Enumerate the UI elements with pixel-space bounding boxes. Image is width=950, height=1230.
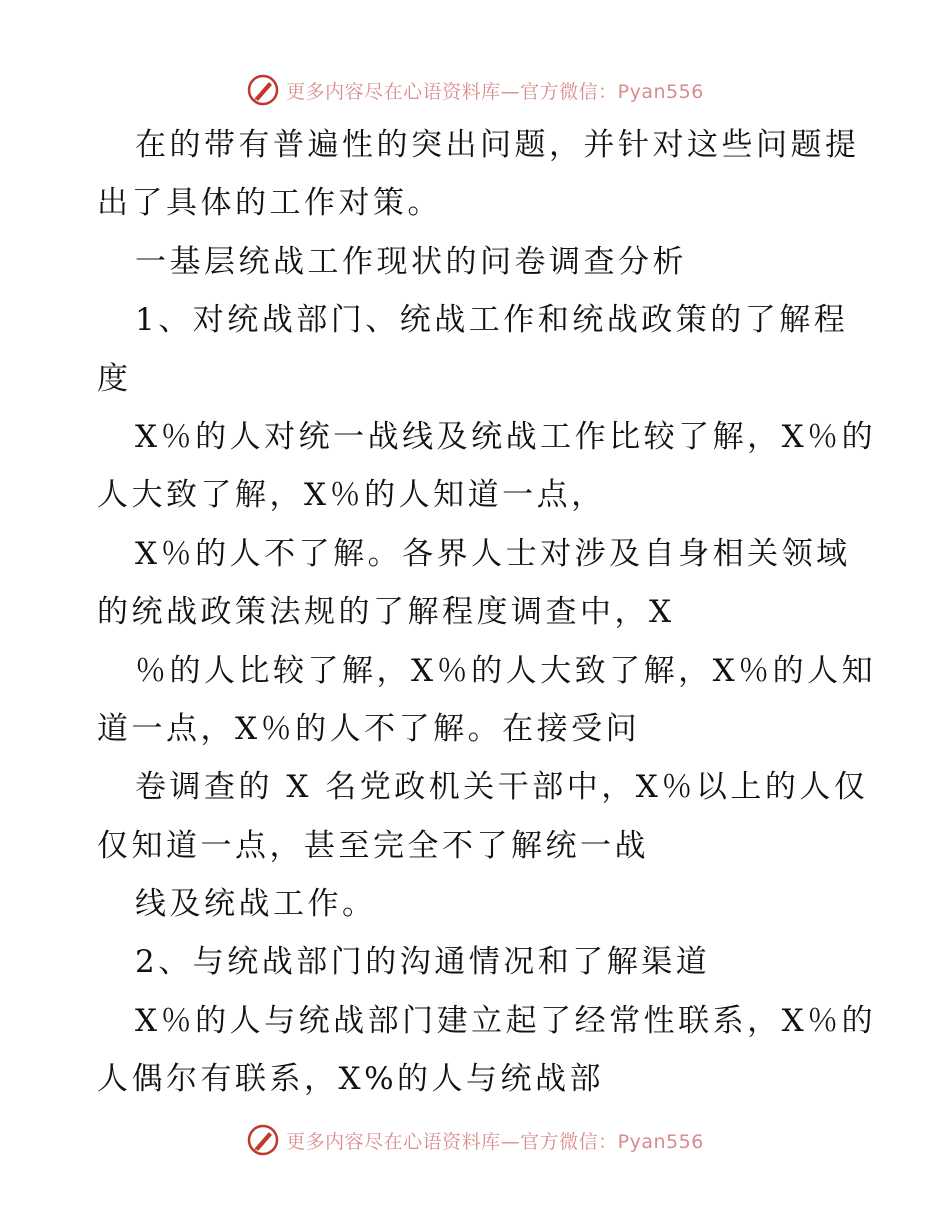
text-line: ％的人比较了解，X％的人大致了解，X％的人知 (135, 652, 877, 689)
subsection-heading: 2、与统战部门的沟通情况和了解渠道 (135, 944, 711, 981)
section-heading: 一基层统战工作现状的问卷调查分析 (135, 243, 687, 280)
text-line: 人大致了解，X％的人知道一点， (97, 477, 606, 514)
text-line: 的统战政策法规的了解程度调查中，X (97, 594, 675, 631)
text-line: X％的人对统一战线及统战工作比较了解，X％的 (135, 418, 877, 455)
watermark-text: 更多内容尽在心语资料库—官方微信：Pyan556 (286, 80, 704, 103)
header-watermark (0, 70, 950, 110)
document-body (97, 116, 877, 1109)
text-line: 在的带有普遍性的突出问题，并针对这些问题提 (135, 127, 860, 163)
text-line: 道一点，X％的人不了解。在接受问 (97, 710, 641, 747)
footer-watermark (0, 1120, 950, 1160)
text-line: X％的人不了解。各界人士对涉及自身相关领域 (135, 535, 851, 572)
text-line: 线及统战工作。 (135, 886, 377, 923)
pen-logo-icon (246, 73, 280, 107)
text-line: 出了具体的工作对策。 (97, 185, 442, 222)
text-line: X％的人与统战部门建立起了经常性联系，X％的 (135, 1002, 877, 1039)
text-line: 卷调查的 X 名党政机关干部中，X％以上的人仅 (135, 769, 869, 806)
text-line: 人偶尔有联系，X%的人与统战部 (97, 1061, 605, 1098)
text-line: 仅知道一点，甚至完全不了解统一战 (97, 827, 649, 864)
text-line: 度 (97, 360, 132, 397)
watermark-text: 更多内容尽在心语资料库—官方微信：Pyan556 (286, 1130, 704, 1153)
subsection-heading: 1、对统战部门、统战工作和统战政策的了解程 (135, 302, 849, 339)
pen-logo-icon (246, 1123, 280, 1157)
